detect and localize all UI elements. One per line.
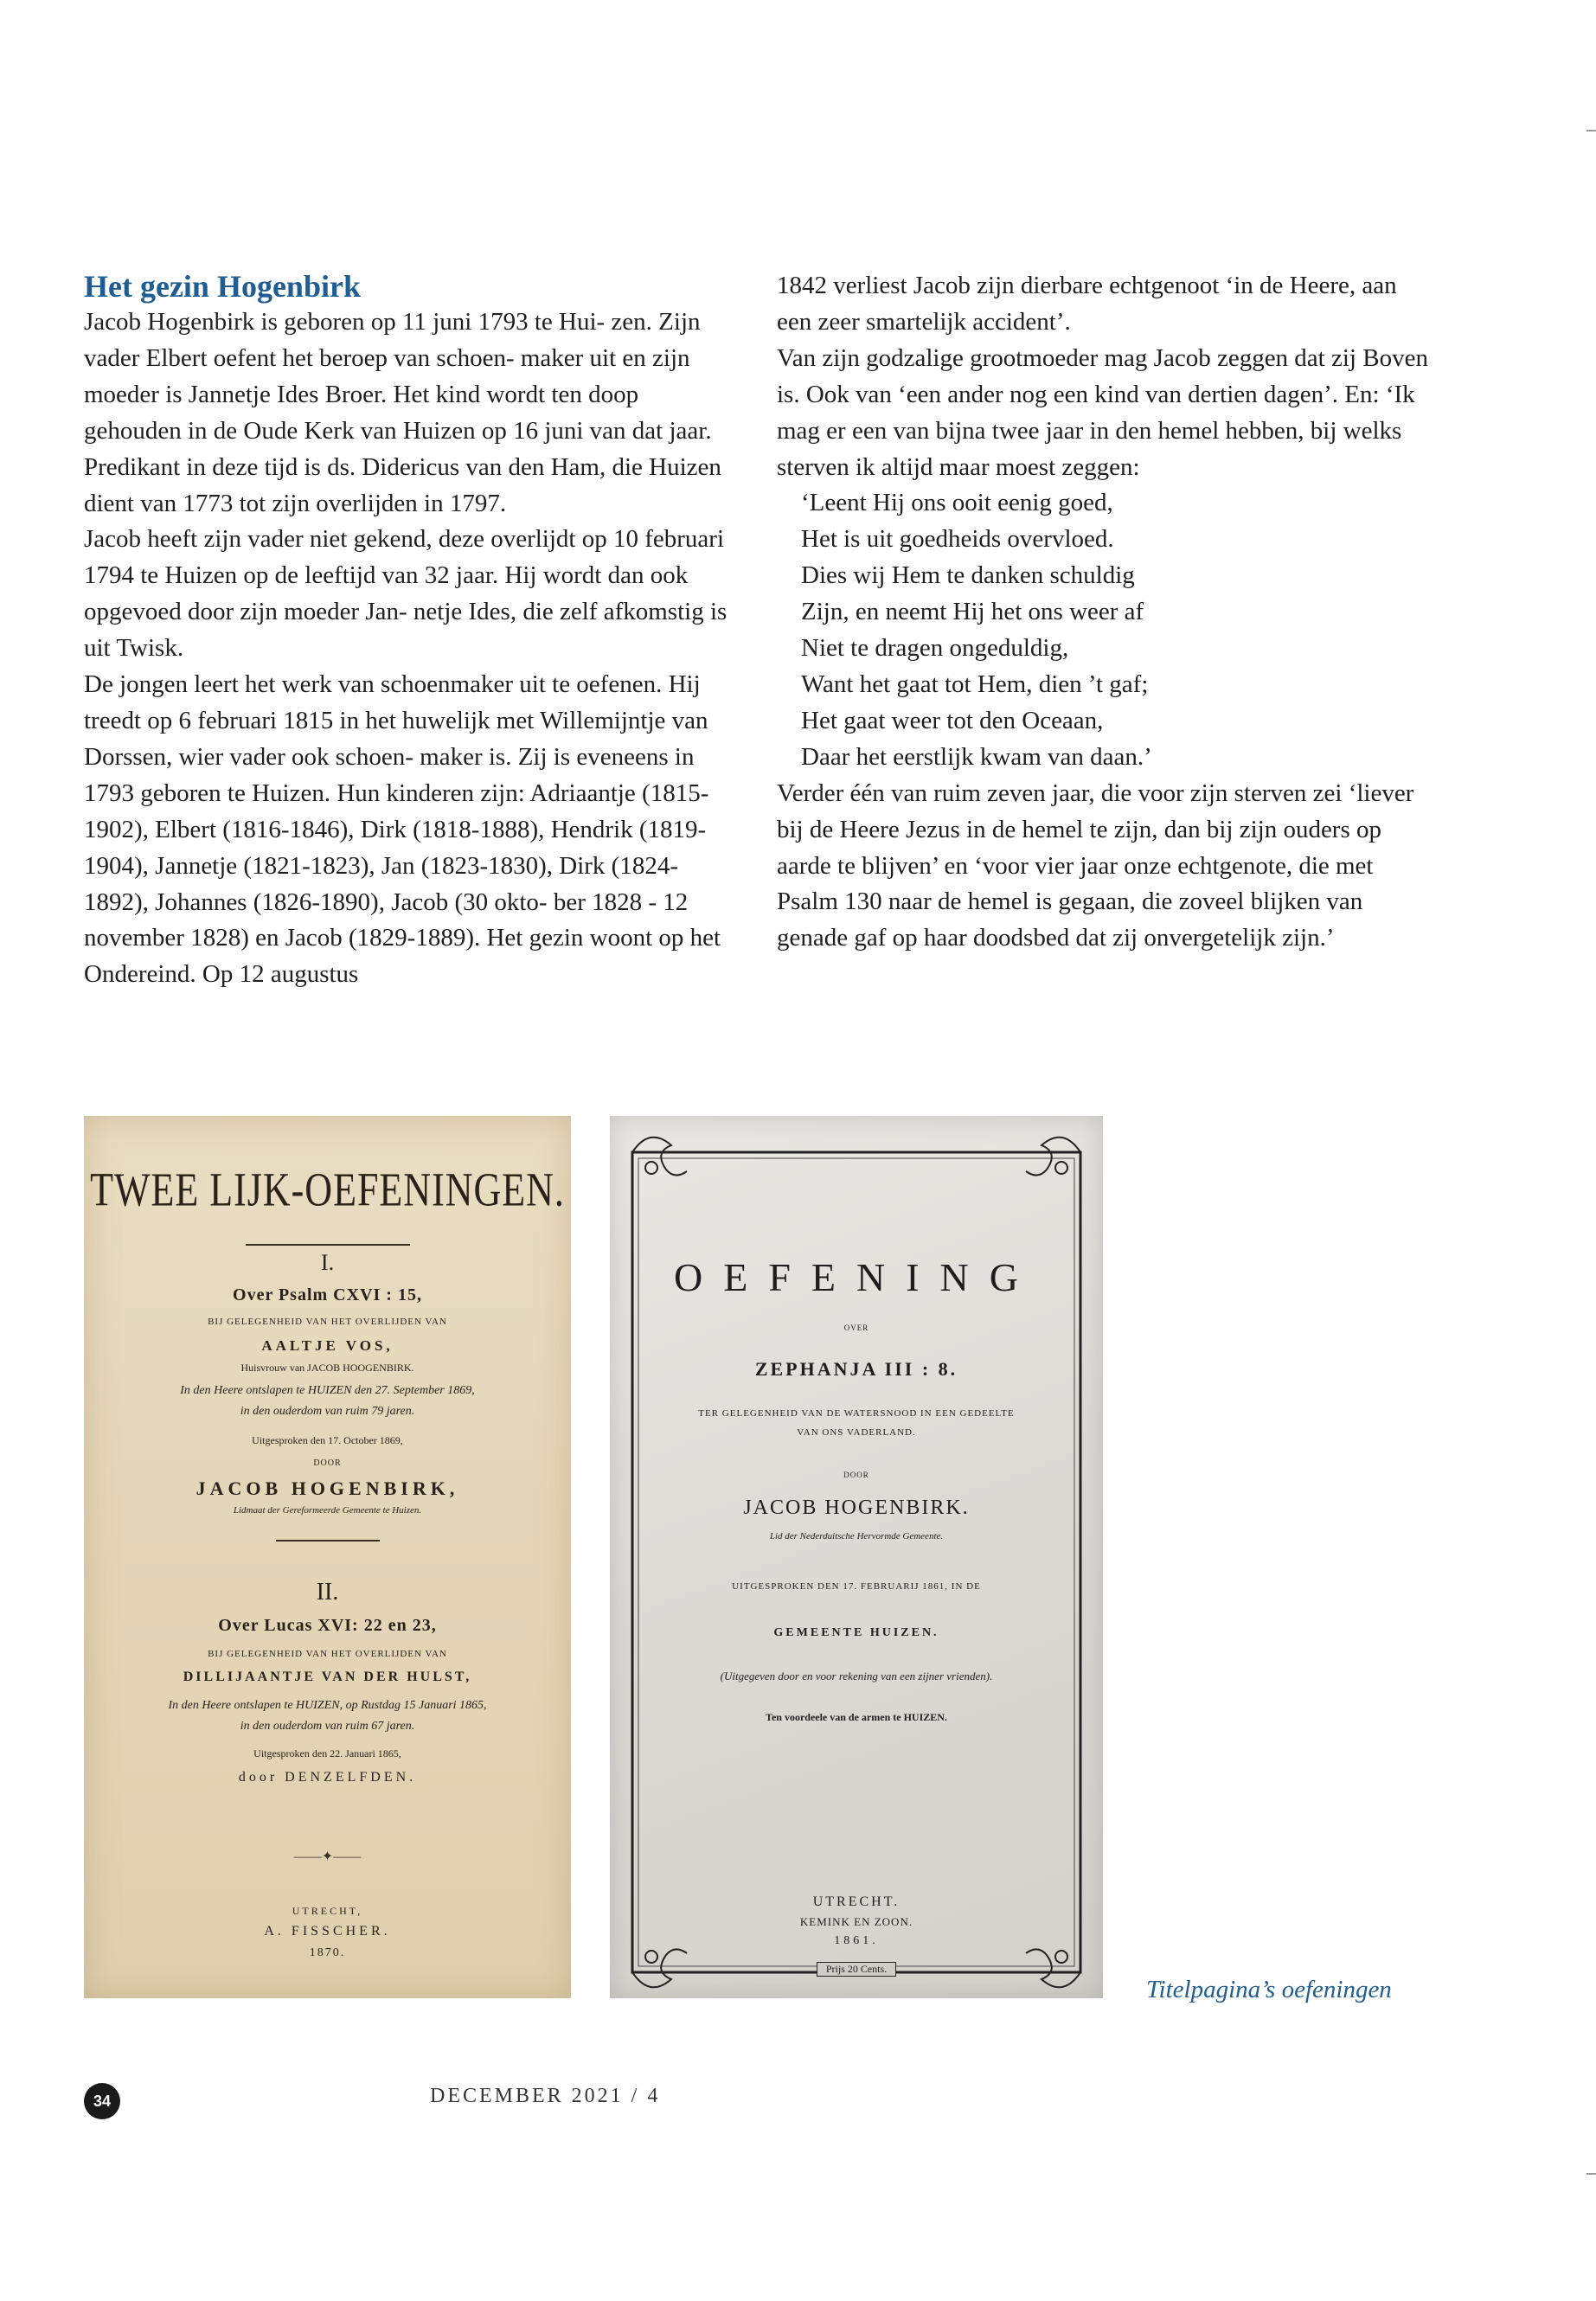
- scan-title: OEFENING: [674, 1255, 1039, 1299]
- imprint-city: UTRECHT.: [812, 1894, 901, 1909]
- door-line: DOOR: [843, 1471, 869, 1479]
- title-page-scan-oefening: [610, 1116, 1103, 1998]
- imprint-year: 1861.: [834, 1934, 879, 1947]
- frame-border: [610, 1116, 1103, 1998]
- poem-line: Het is uit goedheids overvloed.: [801, 525, 1114, 554]
- article-column-right: [777, 268, 1434, 957]
- title-page-scan-lijk-oefeningen: [84, 1116, 571, 1998]
- poem: [777, 485, 1434, 775]
- preached-line: Uitgesproken den 22. Januari 1865,: [253, 1747, 401, 1759]
- imprint-publisher: A. FISSCHER.: [264, 1924, 391, 1939]
- image-caption: Titelpagina’s oefeningen: [1146, 1976, 1392, 2003]
- congregation-line: GEMEENTE HUIZEN.: [773, 1626, 939, 1639]
- author-member: Lidmaat der Gereformeerde Gemeente te Huizen.: [233, 1505, 422, 1516]
- relation-line: Huisvrouw van JACOB HOOGENBIRK.: [240, 1362, 414, 1374]
- poem-line: Niet te dragen ongeduldig,: [801, 634, 1069, 663]
- scripture-text: Over Lucas XVI: 22 en 23,: [218, 1616, 437, 1635]
- death-line: in den ouderdom van ruim 79 jaren.: [240, 1405, 415, 1418]
- death-line: In den Heere ontslapen te HUIZEN den 27. September 1869,: [180, 1384, 475, 1397]
- article-paragraph: De jongen leert het werk van schoenmaker uit te oefenen. Hij treedt op 6 februari 1815 in het huwelijk met Willemijntje van Dorssen, wier vader ook schoen- maker is. Zij is eveneens in 1793 geboren te Huizen. Hun kinderen zijn: Adriaantje (1815-1902), Elbert (1816-1846), Dirk (1818-1888), Hendrik (1819- 1904), Jannetje (1821-1823), Jan (1823-1830), Dirk (1824-1892), Johannes (1826-1890), Jacob (30 okto- ber 1828 - 12 november 1828) en Jacob (1829-1889). Het gezin woont op het Ondereind. Op 12 augustus: [84, 670, 721, 989]
- imprint-year: 1870.: [309, 1946, 346, 1959]
- ornament-icon: ——✦——: [293, 1849, 362, 1864]
- poem-line: Dies wij Hem te danken schuldig: [801, 561, 1135, 590]
- author-name: JACOB HOGENBIRK,: [195, 1477, 459, 1499]
- price-line: [610, 1962, 1103, 1977]
- death-line: In den Heere ontslapen te HUIZEN, op Rustdag 15 Januari 1865,: [168, 1699, 487, 1712]
- crop-mark-bottom: [1586, 2173, 1596, 2175]
- poem-line: Zijn, en neemt Hij het ons weer af: [801, 598, 1144, 626]
- scripture-text: ZEPHANJA III : 8.: [754, 1358, 958, 1380]
- article-paragraph: 1842 verliest Jacob zijn dierbare echtgenoot ‘in de Heere, aan een zeer smartelijk accident’.: [777, 272, 1397, 336]
- article-paragraph: Van zijn godzalige grootmoeder mag Jacob zeggen dat zij Boven is. Ook van ‘een ander nog een kind van dertien dagen’. En: ‘Ik mag er een van bijna twee jaar in den hemel hebben, bij welks sterven ik altijd maar moest zeggen:: [777, 343, 1428, 481]
- imprint-publisher: KEMINK EN ZOON.: [799, 1915, 913, 1928]
- occasion-line: VAN ONS VADERLAND.: [797, 1427, 916, 1438]
- published-by-line: (Uitgegeven door en voor rekening van een zijner vrienden).: [720, 1670, 993, 1682]
- divider: [84, 1244, 571, 1246]
- price-label: Prijs 20 Cents.: [817, 1962, 896, 1977]
- poem-line: Want het gaat tot Hem, dien ’t gaf;: [801, 670, 1149, 698]
- door-line: DOOR: [313, 1458, 342, 1468]
- preached-line: UITGESPROKEN DEN 17. FEBRUARIJ 1861, IN DE: [732, 1581, 981, 1592]
- article-paragraph: Jacob Hogenbirk is geboren op 11 juni 1793 te Hui- zen. Zijn vader Elbert oefent het beroep van schoen- maker uit en zijn moeder is Jannetje Ides Broer. Het kind wordt ten doop gehouden in de Oude Kerk van Huizen op 16 juni van dat jaar. Predikant in deze tijd is ds. Didericus van den Ham, die Huizen dient van 1773 tot zijn overlijden in 1797.: [84, 308, 721, 517]
- occasion-line: TER GELEGENHEID VAN DE WATERSNOOD IN EEN GEDEELTE: [698, 1408, 1015, 1419]
- part-numeral: II.: [316, 1579, 339, 1606]
- occasion-line: BIJ GELEGENHEID VAN HET OVERLIJDEN VAN: [208, 1649, 447, 1659]
- deceased-name: AALTJE VOS,: [261, 1337, 394, 1354]
- part-numeral: I.: [320, 1250, 335, 1275]
- benefit-line: Ten voordeele van de armen te HUIZEN.: [766, 1711, 947, 1723]
- scripture-text: Over Psalm CXVI : 15,: [233, 1285, 422, 1304]
- article-paragraph: Jacob heeft zijn vader niet gekend, deze overlijdt op 10 februari 1794 te Huizen op de leeftijd van 32 jaar. Hij wordt dan ook opgevoed door zijn moeder Jan- netje Ides, die zelf afkomstig is uit Twisk.: [84, 525, 727, 663]
- author-member: Lid der Nederduitsche Hervormde Gemeente.: [769, 1531, 944, 1541]
- article-paragraph: Verder één van ruim zeven jaar, die voor zijn sterven zei ‘liever bij de Heere Jezus in de hemel te zijn, dan bij zijn ouders op aarde te blijven’ en ‘voor vier jaar onze echtgenote, die met Psalm 130 naar de hemel is gegaan, die zoveel blijken van genade gaf op haar doodsbed dat zij onvergetelijk zijn.’: [777, 779, 1414, 952]
- page-number: 34: [84, 2083, 120, 2119]
- imprint-city: UTRECHT,: [292, 1905, 363, 1917]
- scan-title: TWEE LIJK-OEFENINGEN.: [90, 1163, 565, 1217]
- poem-line: Het gaat weer tot den Oceaan,: [801, 706, 1104, 734]
- occasion-line: BIJ GELEGENHEID VAN HET OVERLIJDEN VAN: [208, 1317, 447, 1327]
- article-column-left: [84, 268, 741, 993]
- author-name: JACOB HOGENBIRK.: [743, 1497, 970, 1519]
- article-heading: Het gezin Hogenbirk: [84, 269, 361, 304]
- issue-label: DECEMBER 2021 / 4: [430, 2085, 661, 2107]
- poem-line: ‘Leent Hij ons ooit eenig goed,: [801, 489, 1113, 517]
- crop-mark-top: [1586, 130, 1596, 131]
- divider: [84, 1540, 571, 1541]
- over-line: OVER: [843, 1324, 869, 1332]
- preached-line: Uitgesproken den 17. October 1869,: [252, 1434, 403, 1446]
- door-line: door DENZELFDEN.: [238, 1770, 417, 1785]
- deceased-name: DILLIJAANTJE VAN DER HULST,: [183, 1670, 472, 1684]
- death-line: in den ouderdom van ruim 67 jaren.: [240, 1720, 415, 1733]
- poem-line: Daar het eerstlijk kwam van daan.’: [801, 742, 1152, 771]
